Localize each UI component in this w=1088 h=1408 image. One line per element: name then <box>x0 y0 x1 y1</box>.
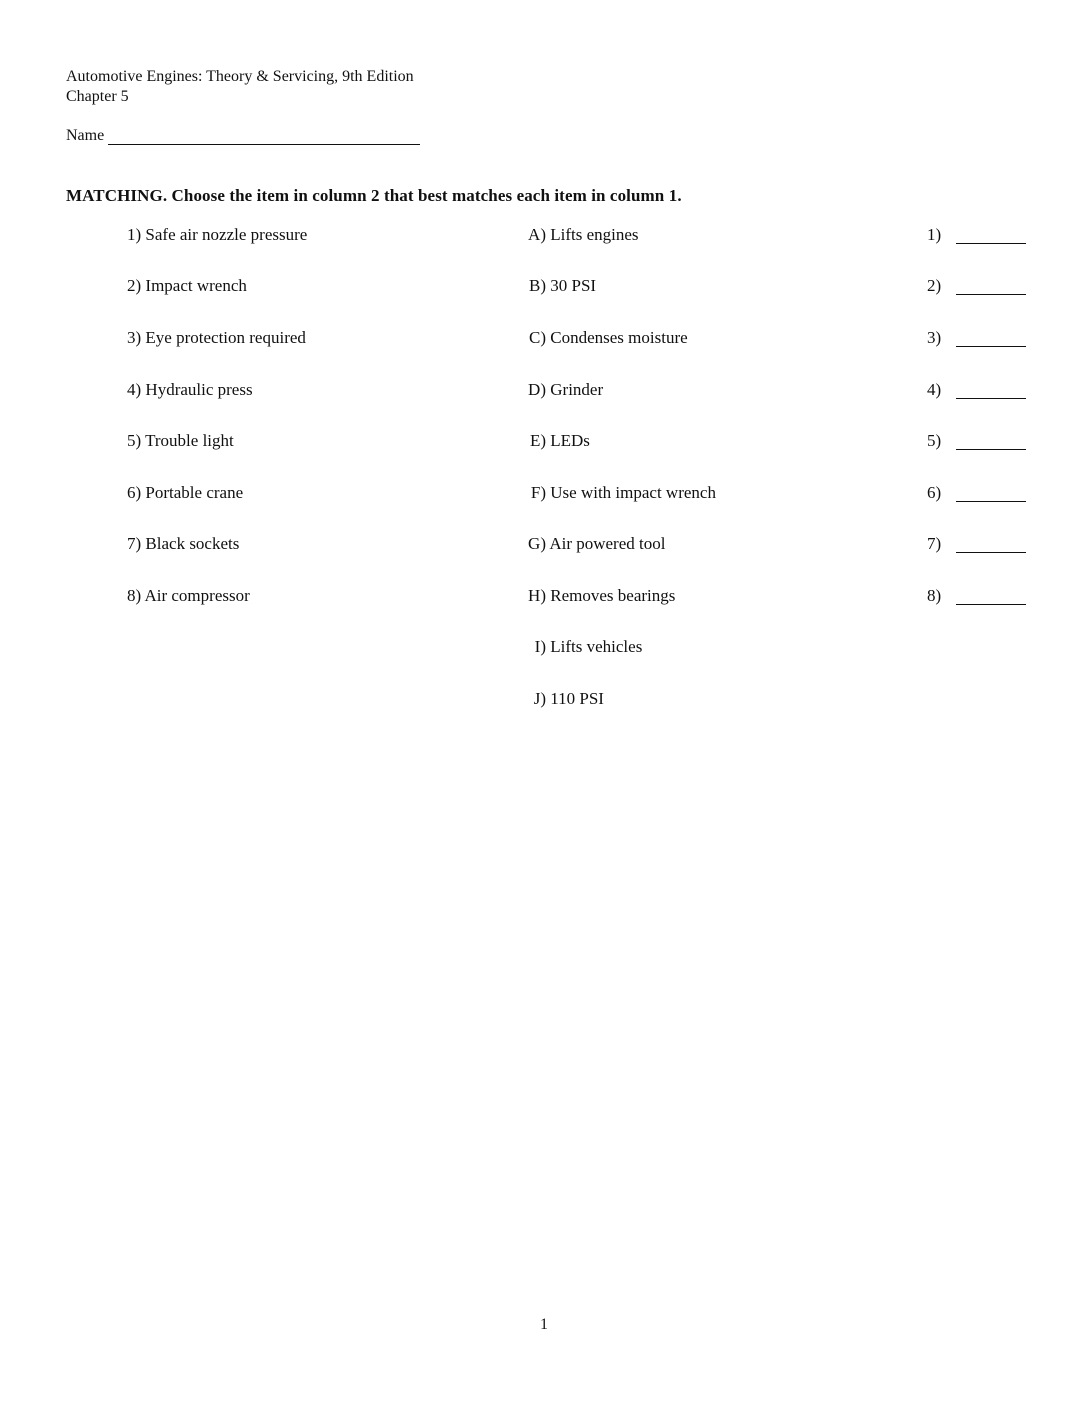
column2-letter: H) <box>528 586 546 605</box>
chapter-label: Chapter 5 <box>66 88 129 105</box>
answer-number: 2) <box>927 276 942 295</box>
column2-item <box>512 482 772 504</box>
column1-item: 5) Trouble light <box>127 431 234 450</box>
column1-item: 1) Safe air nozzle pressure <box>127 225 308 244</box>
matching-instructions: MATCHING. Choose the item in column 2 that best matches each item in column 1. <box>66 186 682 205</box>
book-title: Automotive Engines: Theory & Servicing, 9th Edition <box>66 68 414 85</box>
column2-item <box>512 224 772 246</box>
answer-blank[interactable] <box>956 604 1026 605</box>
column1-item: 8) Air compressor <box>127 586 250 605</box>
column2-letter: D) <box>528 380 546 399</box>
column1-item: 4) Hydraulic press <box>127 380 253 399</box>
column2-letter: E) <box>529 431 546 450</box>
column2-letter: B) <box>529 276 546 295</box>
column2-item <box>512 636 772 658</box>
column2-text: 30 PSI <box>550 276 597 295</box>
answer-number: 4) <box>927 380 942 399</box>
column2-item <box>512 533 772 555</box>
column1-item: 2) Impact wrench <box>127 276 247 295</box>
matching-row <box>0 688 1088 712</box>
column2-text: Air powered tool <box>549 534 666 553</box>
matching-row <box>0 585 1088 609</box>
matching-row <box>0 275 1088 299</box>
matching-row <box>0 533 1088 557</box>
column2-item <box>512 275 772 297</box>
matching-row <box>0 636 1088 660</box>
answer-number: 6) <box>927 483 942 502</box>
column2-item <box>512 688 772 710</box>
column2-letter: A) <box>528 225 546 244</box>
column2-item <box>512 327 772 349</box>
answer-blank[interactable] <box>956 501 1026 502</box>
answer-number: 8) <box>927 586 942 605</box>
column2-letter: C) <box>529 328 546 347</box>
column2-text: Condenses moisture <box>550 328 688 347</box>
answer-number: 1) <box>927 225 942 244</box>
column1-item: 3) Eye protection required <box>127 328 306 347</box>
column2-letter: J) <box>533 689 546 708</box>
column2-text: Lifts vehicles <box>550 637 643 656</box>
column2-text: Use with impact wrench <box>550 483 716 502</box>
column2-letter: F) <box>530 483 546 502</box>
answer-blank[interactable] <box>956 552 1026 553</box>
column1-item: 7) Black sockets <box>127 534 240 553</box>
column2-letter: G) <box>528 534 546 553</box>
column2-item <box>512 430 772 452</box>
page-number: 1 <box>540 1316 548 1333</box>
name-label: Name <box>66 127 105 144</box>
name-field[interactable] <box>108 144 420 145</box>
answer-number: 7) <box>927 534 942 553</box>
answer-blank[interactable] <box>956 346 1026 347</box>
answer-blank[interactable] <box>956 398 1026 399</box>
column1-item: 6) Portable crane <box>127 483 244 502</box>
column2-text: Grinder <box>550 380 604 399</box>
column2-text: 110 PSI <box>550 689 604 708</box>
column2-letter: I) <box>534 637 546 656</box>
matching-row <box>0 379 1088 403</box>
matching-row <box>0 482 1088 506</box>
column2-text: Lifts engines <box>550 225 639 244</box>
matching-row <box>0 224 1088 248</box>
matching-row <box>0 430 1088 454</box>
column2-text: Removes bearings <box>550 586 676 605</box>
answer-number: 3) <box>927 328 942 347</box>
answer-number: 5) <box>927 431 942 450</box>
matching-row <box>0 327 1088 351</box>
answer-blank[interactable] <box>956 243 1026 244</box>
answer-blank[interactable] <box>956 449 1026 450</box>
column2-text: LEDs <box>550 431 590 450</box>
answer-blank[interactable] <box>956 294 1026 295</box>
column2-item <box>512 585 772 607</box>
column2-item <box>512 379 772 401</box>
